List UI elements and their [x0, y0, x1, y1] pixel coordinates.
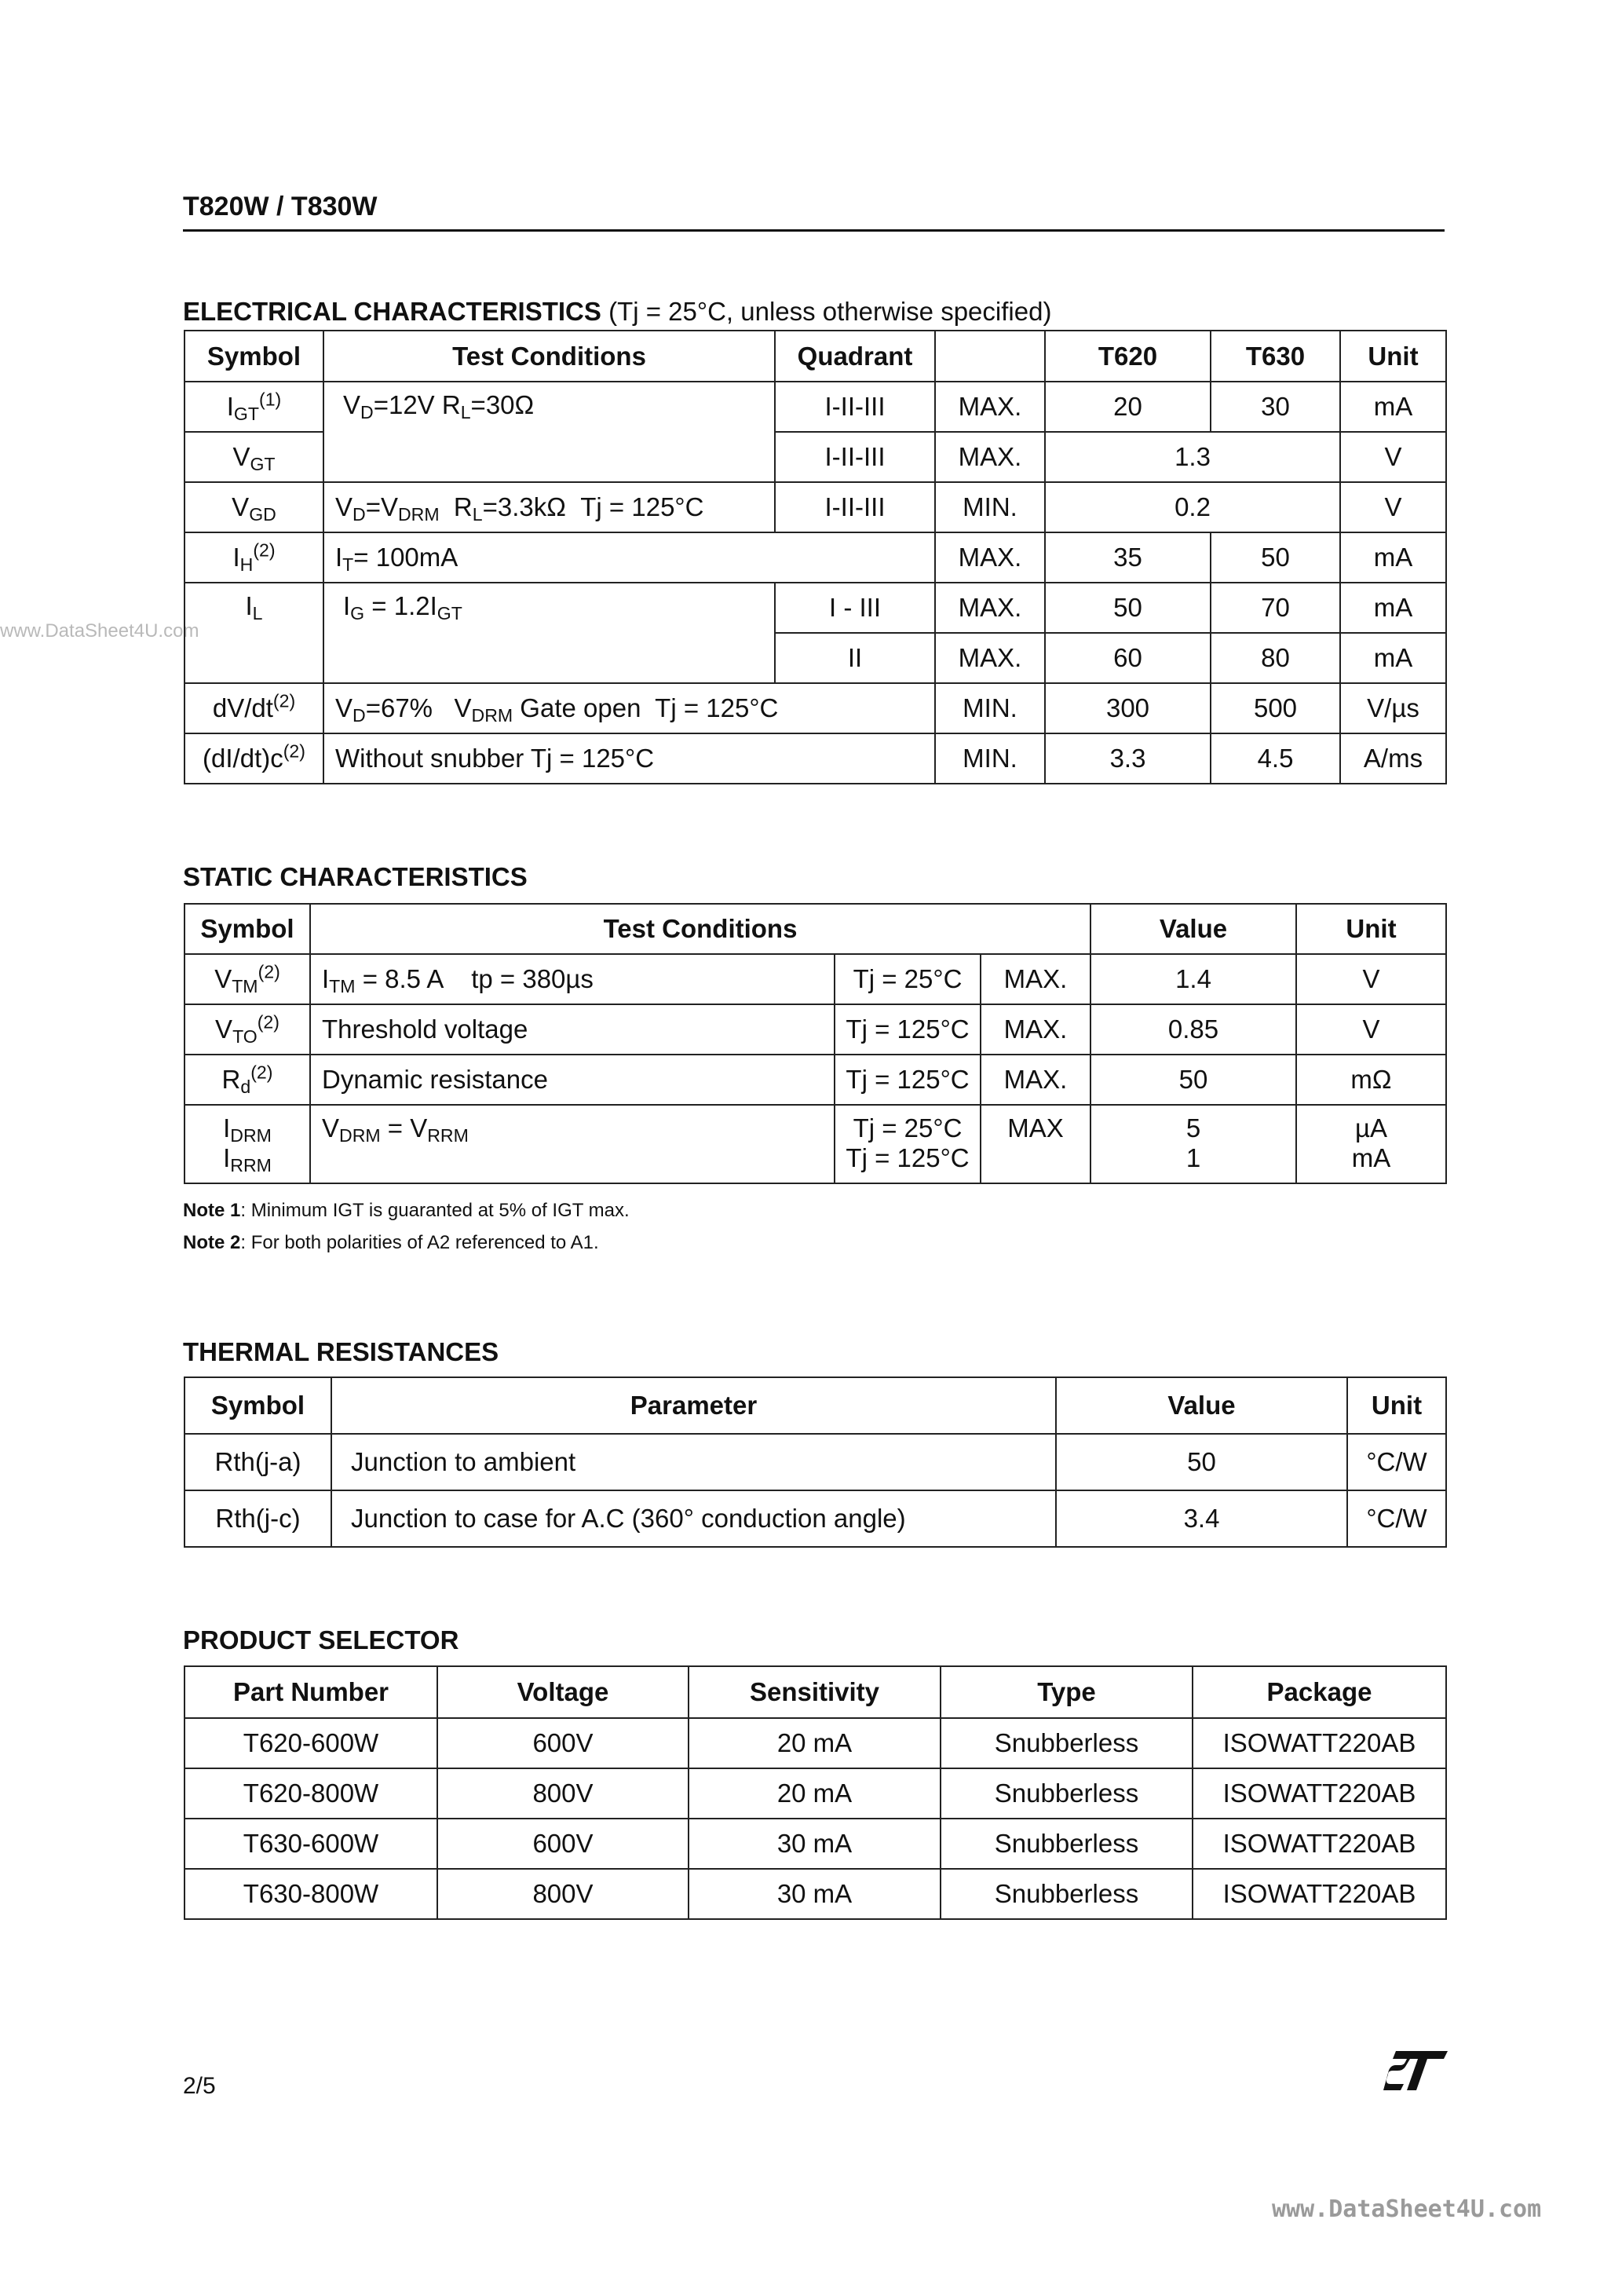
symbol-irrm: $I_{RRM}$: [223, 1143, 272, 1175]
header-value: Value: [1056, 1377, 1347, 1434]
unit-cell: mA: [1340, 382, 1446, 432]
package-cell: ISOWATT220AB: [1193, 1718, 1446, 1768]
symbol-il: $I_L$: [184, 583, 323, 683]
unit-cell: mA: [1340, 532, 1446, 583]
electrical-section-title: [183, 297, 1051, 327]
t630-cell: 500: [1211, 683, 1340, 733]
symbol-dvdt: $dV/dt^{(2)}$: [184, 683, 323, 733]
header-package: Package: [1193, 1666, 1446, 1718]
page-number: 2/5: [183, 2073, 216, 2099]
t630-cell: 50: [1211, 532, 1340, 583]
t620-cell: 60: [1045, 633, 1211, 683]
thermal-section-title: THERMAL RESISTANCES: [183, 1337, 499, 1366]
type-cell: Snubberless: [941, 1819, 1193, 1869]
value-cell: 1.4: [1090, 954, 1296, 1004]
parameter-cell: Junction to ambient: [331, 1434, 1056, 1490]
header-sensitivity: Sensitivity: [689, 1666, 941, 1718]
value-cell: 0.85: [1090, 1004, 1296, 1055]
package-cell: ISOWATT220AB: [1193, 1819, 1446, 1869]
limit-cell: MIN.: [935, 482, 1045, 532]
voltage-cell: 600V: [437, 1718, 689, 1768]
st-logo-icon: [1382, 2048, 1448, 2093]
header-symbol: Symbol: [184, 904, 310, 954]
conditions-igt-vgt: $V_D=12V$ $R_L=30\Omega$: [323, 382, 775, 482]
sensitivity-cell: 30 mA: [689, 1819, 941, 1869]
value-cell: 50: [1056, 1434, 1347, 1490]
voltage-cell: 600V: [437, 1819, 689, 1869]
conditions-dvdt: $V_D=67\%$ $V_{DRM}$ Gate open Tj = 125°C: [323, 683, 935, 733]
header-t630: T630: [1211, 331, 1340, 382]
conditions-rd: Dynamic resistance: [310, 1055, 835, 1105]
symbol-vgt: $V_{GT}$: [184, 432, 323, 482]
document-title: T820W / T830W: [183, 192, 378, 221]
type-cell: Snubberless: [941, 1718, 1193, 1768]
quadrant-cell: I-II-III: [775, 482, 935, 532]
unit-cell: V: [1340, 482, 1446, 532]
table-row: [184, 1105, 1446, 1183]
quadrant-cell: II: [775, 633, 935, 683]
symbol-rd: $R_d^{(2)}$: [184, 1055, 310, 1105]
quadrant-cell: I - III: [775, 583, 935, 633]
table-row: [184, 1819, 1446, 1869]
conditions-vto: Threshold voltage: [310, 1004, 835, 1055]
limit-cell: MIN.: [935, 733, 1045, 784]
unit-cell: A/ms: [1340, 733, 1446, 784]
symbol-idrm: $I_{DRM}$: [223, 1113, 272, 1146]
electrical-table: [184, 330, 1447, 784]
electrical-title: ELECTRICAL CHARACTERISTICS: [183, 297, 601, 326]
quadrant-cell: I-II-III: [775, 432, 935, 482]
table-row: [184, 532, 1446, 583]
conditions-idrm: $V_{DRM} = V_{RRM}$: [310, 1105, 835, 1183]
tj-cell: Tj = 125°C: [835, 1004, 981, 1055]
tj-125: Tj = 125°C: [846, 1143, 970, 1172]
tj-cell: Tj = 125°C: [835, 1055, 981, 1105]
part-cell: T630-600W: [184, 1819, 437, 1869]
part-cell: T620-600W: [184, 1718, 437, 1768]
header-voltage: Voltage: [437, 1666, 689, 1718]
table-header-row: [184, 1666, 1446, 1718]
tj-cell: Tj = 25°C: [835, 954, 981, 1004]
t620-cell: 35: [1045, 532, 1211, 583]
limit-cell: MAX.: [935, 432, 1045, 482]
conditions-vgd: $V_D=V_{DRM}$ $R_L=3.3k\Omega$ Tj = 125°C: [323, 482, 775, 532]
unit-cell: V: [1340, 432, 1446, 482]
electrical-subtitle: (Tj = 25°C, unless otherwise specified): [608, 297, 1052, 326]
header-symbol: Symbol: [184, 1377, 331, 1434]
table-row: [184, 1718, 1446, 1768]
limit-cell: MAX.: [935, 633, 1045, 683]
unit-cell: mA: [1340, 583, 1446, 633]
header-t620: T620: [1045, 331, 1211, 382]
limit-cell: MAX.: [981, 954, 1090, 1004]
sensitivity-cell: 30 mA: [689, 1869, 941, 1919]
table-row: [184, 382, 1446, 432]
t620-cell: 300: [1045, 683, 1211, 733]
unit-cell: °C/W: [1347, 1490, 1446, 1547]
header-limit: [935, 331, 1045, 382]
table-row: [184, 954, 1446, 1004]
watermark-left: www.DataSheet4U.com: [0, 620, 199, 642]
part-cell: T620-800W: [184, 1768, 437, 1819]
header-parameter: Parameter: [331, 1377, 1056, 1434]
value-idrm: 5: [1185, 1113, 1201, 1143]
selector-section-title: PRODUCT SELECTOR: [183, 1625, 459, 1654]
header-value: Value: [1090, 904, 1296, 954]
limit-cell: MAX.: [981, 1055, 1090, 1105]
table-row: [184, 1055, 1446, 1105]
static-section-title: STATIC CHARACTERISTICS: [183, 862, 528, 891]
header-unit: Unit: [1296, 904, 1446, 954]
symbol-didt: $(dI/dt)c^{(2)}$: [184, 733, 323, 784]
t630-cell: 30: [1211, 382, 1340, 432]
unit-cell: mA: [1340, 633, 1446, 683]
table-row: [184, 1434, 1446, 1490]
type-cell: Snubberless: [941, 1869, 1193, 1919]
value-cell: 3.4: [1056, 1490, 1347, 1547]
package-cell: ISOWATT220AB: [1193, 1768, 1446, 1819]
quadrant-cell: I-II-III: [775, 382, 935, 432]
limit-cell: MAX.: [981, 1004, 1090, 1055]
value-cell: 0.2: [1045, 482, 1340, 532]
unit-cell: V/µs: [1340, 683, 1446, 733]
limit-cell: MAX.: [935, 583, 1045, 633]
symbol-ih: $I_H^{(2)}$: [184, 532, 323, 583]
conditions-vtm: $I_{TM} = 8.5$ A tp = 380µs: [310, 954, 835, 1004]
table-row: [184, 1004, 1446, 1055]
header-part: Part Number: [184, 1666, 437, 1718]
header-conditions: Test Conditions: [323, 331, 775, 382]
table-header-row: [184, 904, 1446, 954]
limit-cell: MAX.: [935, 532, 1045, 583]
t620-cell: 20: [1045, 382, 1211, 432]
package-cell: ISOWATT220AB: [1193, 1869, 1446, 1919]
header-type: Type: [941, 1666, 1193, 1718]
table-row: [184, 1869, 1446, 1919]
table-row: [184, 482, 1446, 532]
header-unit: Unit: [1347, 1377, 1446, 1434]
table-row: [184, 1490, 1446, 1547]
value-irrm: 1: [1185, 1143, 1201, 1172]
parameter-cell: Junction to case for A.C (360° conduction angle): [331, 1490, 1056, 1547]
symbol-idrm-irrm: [184, 1105, 310, 1183]
type-cell: Snubberless: [941, 1768, 1193, 1819]
t620-cell: 50: [1045, 583, 1211, 633]
symbol-igt: $I_{GT}^{(1)}$: [184, 382, 323, 432]
limit-cell: MIN.: [935, 683, 1045, 733]
part-cell: T630-800W: [184, 1869, 437, 1919]
unit-cell: °C/W: [1347, 1434, 1446, 1490]
header-symbol: Symbol: [184, 331, 323, 382]
unit-cell: V: [1296, 1004, 1446, 1055]
conditions-il: $I_G = 1.2I_{GT}$: [323, 583, 775, 683]
unit-irrm: mA: [1351, 1143, 1391, 1172]
watermark-bottom: www.DataSheet4U.com: [1272, 2195, 1542, 2223]
thermal-table: [184, 1377, 1447, 1548]
limit-cell: MAX: [981, 1105, 1090, 1183]
tj-cell: [835, 1105, 981, 1183]
conditions-ih: $I_T= 100mA$: [323, 532, 935, 583]
symbol-vtm: $V_{TM}^{(2)}$: [184, 954, 310, 1004]
t630-cell: 70: [1211, 583, 1340, 633]
unit-idrm: µA: [1354, 1113, 1388, 1143]
header-conditions: Test Conditions: [310, 904, 1090, 954]
table-row: [184, 683, 1446, 733]
table-header-row: [184, 1377, 1446, 1434]
table-header-row: [184, 331, 1446, 382]
value-cell: 1.3: [1045, 432, 1340, 482]
unit-cell: [1296, 1105, 1446, 1183]
symbol-cell: Rth(j-c): [184, 1490, 331, 1547]
t630-cell: 80: [1211, 633, 1340, 683]
voltage-cell: 800V: [437, 1869, 689, 1919]
voltage-cell: 800V: [437, 1768, 689, 1819]
symbol-vgd: $V_{GD}$: [184, 482, 323, 532]
sensitivity-cell: 20 mA: [689, 1768, 941, 1819]
conditions-didt: Without snubber Tj = 125°C: [323, 733, 935, 784]
tj-25: Tj = 25°C: [853, 1113, 963, 1143]
value-cell: 50: [1090, 1055, 1296, 1105]
header-rule: [183, 229, 1445, 232]
limit-cell: MAX.: [935, 382, 1045, 432]
symbol-vto: $V_{TO}^{(2)}$: [184, 1004, 310, 1055]
note-1: Note 1: Minimum IGT is guaranted at 5% of IGT max.: [183, 1200, 630, 1221]
table-row: [184, 733, 1446, 784]
unit-cell: V: [1296, 954, 1446, 1004]
header-quadrant: Quadrant: [775, 331, 935, 382]
sensitivity-cell: 20 mA: [689, 1718, 941, 1768]
header-unit: Unit: [1340, 331, 1446, 382]
table-row: [184, 583, 1446, 633]
t620-cell: 3.3: [1045, 733, 1211, 784]
t630-cell: 4.5: [1211, 733, 1340, 784]
selector-table: [184, 1665, 1447, 1920]
value-cell: [1090, 1105, 1296, 1183]
static-table: [184, 903, 1447, 1184]
unit-cell: mΩ: [1296, 1055, 1446, 1105]
symbol-cell: Rth(j-a): [184, 1434, 331, 1490]
note-2: Note 2: For both polarities of A2 referenced to A1.: [183, 1232, 599, 1253]
table-row: [184, 1768, 1446, 1819]
